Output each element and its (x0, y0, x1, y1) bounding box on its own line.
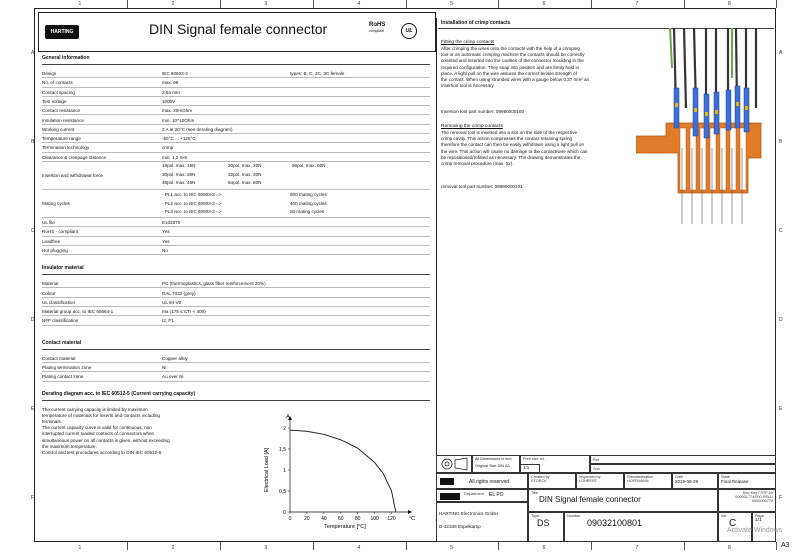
section-heading: General information (42, 55, 430, 65)
row-value: IIIa (175 ≤ CTI < 400) (162, 309, 206, 315)
ruler-col-label: 1 (78, 1, 82, 7)
row-value: IEC 60603-2 (162, 71, 188, 76)
fitting-text-line: the contact. When using stranded wires with a gauge below 0.37 mm² an (441, 77, 590, 83)
title-block (436, 455, 776, 542)
tb-scale (520, 464, 540, 473)
table-row (42, 69, 430, 78)
tb-rights (436, 473, 528, 489)
ruler-tick (684, 542, 685, 550)
ruler-row-label: C (779, 227, 783, 234)
row-label: Termination technology (42, 145, 90, 151)
tb-dims-text: All Dimensions in mm (475, 457, 512, 461)
ruler-tick (591, 0, 592, 8)
ruler-col-label: 3 (264, 545, 268, 551)
tb-sub-label: Sub (593, 467, 600, 471)
row-value: RAL 7032 (grey) (162, 290, 196, 296)
tb-state (718, 473, 776, 489)
ruler-row-label: E (779, 405, 783, 412)
ruler-col-label: 8 (728, 1, 731, 7)
tb-date-value: 2019-08-29 (675, 479, 699, 484)
ruler-col-label: 5 (450, 545, 453, 551)
tb-docno (718, 489, 776, 512)
ruler-tick (776, 542, 777, 550)
mating-level: - PL1 acc. to IEC 60603-2 => (162, 192, 222, 197)
tb-created-label: Created by (531, 475, 550, 479)
fitting-text-line: insertion tool is necessary. (441, 83, 495, 89)
x-tick-label: 100 (370, 516, 379, 522)
tb-inspected-label: Inspected by (579, 475, 601, 479)
tb-docno-value2: 0000006774 (751, 499, 773, 503)
ruler-col-label: 4 (357, 1, 361, 7)
ruler-col-label: 6 (542, 1, 546, 7)
derating-text-line: Control and test procedures according to DIN IEC 60512-5 (42, 450, 162, 456)
ruler-tick (406, 0, 407, 8)
fitting-text-line: oriented and inserted into the cavities of the connector moulding in the (441, 58, 584, 64)
mating-level: - PL3 acc. to IEC 60603-2 => (162, 209, 222, 214)
tb-ver-label: Ver (721, 514, 727, 518)
row-divider (42, 325, 430, 326)
row-label: Colour (42, 290, 56, 296)
table-row (42, 298, 430, 307)
tb-company-address: D-32339 Espelkamp (439, 524, 481, 529)
ruler-col-label: 5 (450, 1, 453, 7)
crimp-illustration (636, 28, 776, 228)
table-row (42, 246, 430, 255)
tb-number-label: Number (567, 514, 581, 518)
derating-text-line: terminals. (42, 419, 62, 424)
tb-orig-size: Original Size DIN A3 (475, 464, 510, 468)
tb-created (528, 473, 576, 489)
row-label: Hot plugging (42, 247, 68, 253)
tb-inspected (576, 473, 624, 489)
insertion-force-row (42, 162, 430, 190)
ruler-tick (313, 542, 314, 550)
tb-number (564, 512, 718, 542)
tb-rights-text: All rights reserved (469, 479, 510, 485)
y-tick-label: 0 (283, 509, 286, 516)
projection-symbol-icon (437, 456, 471, 472)
mating-count: 400 mating cycles (290, 200, 327, 206)
tb-title (528, 489, 718, 512)
removing-text-line: crimp cavity. This action compresses the contact retaining spring (441, 136, 573, 142)
tb-type (528, 512, 564, 542)
derating-text (42, 407, 170, 457)
force-value: 48pol. max. 45N (162, 180, 196, 185)
tb-date (672, 473, 718, 489)
ul-label: UL (405, 28, 413, 34)
section-heading: Contact material (42, 340, 430, 350)
ruler-tick (220, 0, 221, 8)
row-value: Ni (162, 365, 167, 370)
row-label: No. of contacts (42, 80, 73, 86)
removal-tool-text: removal tool part number: 09990000101 (441, 184, 523, 189)
tb-docno-value: 000001774/000-RELU (735, 495, 773, 499)
page-title: DIN Signal female connector (149, 21, 328, 37)
tb-std-value: HOFFMANN (627, 479, 649, 483)
table-row (42, 143, 430, 152)
row-label: Mating cycles (42, 201, 70, 206)
row-value: crimp (162, 145, 174, 151)
table-row (42, 153, 430, 162)
tb-state-value: Final Release (721, 479, 749, 484)
tb-logo-mini (440, 478, 454, 485)
x-tick-label: 80 (354, 516, 361, 522)
derating-text-line: simultaneous power on all contacts is given, without exceeding (42, 437, 170, 443)
ruler-tick (776, 0, 777, 8)
fitting-heading: Fitting the crimp contacts (441, 40, 495, 45)
y-tick-label: 1,5 (279, 446, 286, 453)
fitting-text-line: required configuration. They snap into position and are firmly held in (441, 64, 580, 70)
table-row (42, 97, 430, 106)
ruler-tick (406, 542, 407, 550)
row-value: UL 94-V0 (162, 299, 182, 305)
row-label: Working current (42, 126, 75, 132)
tb-ver-value: C (729, 518, 737, 529)
tb-date-label: Date (675, 475, 684, 479)
ruler-row-label: F (779, 494, 783, 501)
tb-title-value: DIN Signal female connector (539, 495, 641, 504)
x-axis-arrow (408, 510, 412, 514)
row-label: UL classification (42, 299, 76, 305)
tb-type-value: DS (537, 518, 550, 528)
ruler-tick (498, 542, 499, 550)
row-value: No (162, 247, 168, 253)
tb-inspected-value: LOHRERT (579, 479, 598, 483)
row-value: Copper alloy (162, 355, 188, 361)
mating-cycles-row (42, 190, 430, 218)
derating-curve (290, 430, 396, 512)
ruler-col-label: 4 (357, 545, 361, 551)
row-value: 2 A at 20°C (see derating diagram) (162, 126, 233, 132)
ruler-tick (127, 542, 128, 550)
row-value: Yes (162, 238, 170, 244)
row-label: RoHS - compliant (42, 229, 78, 235)
tb-state-label: State (721, 475, 730, 479)
tb-std (624, 473, 672, 489)
rohs-mark (369, 22, 385, 34)
table-row (42, 316, 430, 325)
force-value: 32pol. max. 30N (228, 171, 262, 177)
ruler-row-label: A (779, 49, 783, 56)
y-tick-label: 1 (283, 467, 286, 474)
row-value: 1000V (162, 98, 176, 104)
row-divider (42, 254, 430, 255)
ruler-tick (127, 0, 128, 8)
tb-page-label: Page (755, 514, 764, 518)
mating-count: 500 mating cycles (290, 192, 327, 197)
rohs-sub: compliant (369, 29, 384, 33)
tb-created-value: STORCK (531, 479, 547, 483)
ruler-col-label: 6 (542, 545, 546, 551)
row-label: UL file (42, 220, 55, 225)
derating-text-line: The current capacity curve is valid for continuous, non (42, 425, 152, 431)
ruler-col-label: 7 (635, 545, 639, 551)
x-tick-label: 60 (337, 516, 344, 522)
sheet-size-label: A3 (781, 542, 790, 549)
x-tick-label: 120 (387, 516, 396, 522)
crimp-heading: Installation of crimp contacts (441, 20, 511, 26)
tb-ref (590, 455, 776, 464)
derating-text-line: The current carrying capacity is limited by maximum (42, 406, 148, 412)
section-heading: Insulator material (42, 265, 430, 275)
row-value: E102079 (162, 220, 181, 225)
row-value: Yes (162, 229, 170, 235)
ruler-col-label: 2 (171, 1, 175, 7)
tb-symbols (436, 455, 472, 473)
tb-type-label: Type (531, 514, 540, 518)
row-label: Material (42, 281, 59, 287)
table-row (42, 78, 430, 87)
ruler-row-label: B (779, 138, 783, 145)
removing-text-line: crimp removal procedure (max. 5x). (441, 161, 514, 167)
ruler-tick (313, 0, 314, 8)
tb-sub (590, 464, 776, 473)
rohs-label: RoHS (369, 22, 386, 28)
ruler-tick (220, 542, 221, 550)
table-row (42, 372, 430, 381)
mating-level: - PL2 acc. to IEC 60603-2 => (162, 200, 222, 206)
table-row (42, 279, 430, 288)
windows-watermark: Activate Windows (727, 527, 783, 534)
mating-count: 50 mating cycles (290, 209, 325, 214)
force-value: 20pol. max. 20N (228, 163, 262, 168)
ruler-col-label: 3 (264, 1, 268, 7)
fitting-text-line: tool or an automatic crimping machine the contacts should be correctly (441, 52, 585, 58)
table-row (42, 227, 430, 236)
force-value: 16pol. max. 15N (162, 163, 196, 168)
ruler-row-label: F (31, 494, 35, 501)
y-tick-label: 2 (283, 425, 286, 432)
removing-text-line: The removal tool is inserted into a slot on the side of the respective (441, 130, 578, 135)
tb-page-value: 1/1 (755, 518, 762, 523)
ruler-col-label: 1 (78, 545, 82, 551)
y-axis-label: Electrical Load [A] (264, 447, 270, 493)
header-block (38, 12, 436, 52)
tb-company-name: HARTING Electronics GmbH (439, 511, 498, 516)
ruler-row-label: D (31, 316, 35, 323)
x-axis-label: Temperature [°C] (324, 524, 366, 530)
table-row (42, 116, 430, 125)
ruler-row-label: C (31, 227, 35, 234)
removing-text-line: therefore the contact can then be easily withdrawn using a light pull on (441, 142, 585, 148)
row-label: Material group acc. to IEC 60664-1 (42, 309, 114, 315)
tb-ref-label: Ref (593, 458, 599, 462)
y-axis-unit: A (286, 414, 290, 420)
removing-text-line: be repositioned/refitted as necessary. The drawing demonstrates the (441, 154, 581, 160)
x-axis-unit: °C (408, 516, 416, 522)
y-tick-label: 0,5 (279, 488, 286, 495)
harting-logo (45, 25, 79, 39)
ruler-tick (591, 542, 592, 550)
tb-dims (472, 455, 520, 473)
x-tick-label: 0 (288, 516, 292, 522)
derating-text-line: temperature of materials for inserts and contacts including (42, 412, 160, 418)
ruler-tick (498, 0, 499, 8)
row-value: PC (thermoplastics, glass fiber reinforcement 20%) (162, 281, 266, 287)
row-value: -55°C ... +125°C (162, 136, 196, 142)
table-row (42, 307, 430, 316)
tb-scale-value: 1:1 (523, 465, 530, 470)
derating-text-line: the maximum temperature. (42, 443, 97, 449)
row-value: min. 1,2 mm (162, 154, 188, 160)
row-value: max. 20mOhm (162, 108, 193, 114)
table-row (42, 88, 430, 97)
ul-mark (401, 23, 417, 39)
tb-department (436, 489, 528, 502)
ruler-row-label: D (779, 316, 783, 323)
tb-dept-value: EL PO (489, 492, 504, 498)
ruler-row-label: E (31, 405, 35, 412)
row-label: Temperature range (42, 136, 81, 142)
removing-heading: Removing the crimp contacts (441, 124, 503, 129)
row-label: Leadfree (42, 238, 61, 244)
row-extra: types: B, C, 2C, 3C female (290, 71, 345, 76)
row-divider (42, 381, 430, 382)
x-tick-label: 40 (321, 516, 327, 522)
ruler-row-label: B (31, 138, 35, 145)
table-row (42, 106, 430, 115)
row-value: Au over Ni (162, 374, 184, 380)
tb-free-label: Free size tol. (523, 457, 545, 461)
table-row (42, 218, 430, 227)
ruler-col-label: 8 (728, 545, 731, 551)
derating-chart (258, 412, 418, 532)
tb-std-label: Standardisation (627, 475, 654, 479)
derating-text-line: interrupted current loaded contacts of connectors when (42, 431, 155, 437)
table-row (42, 363, 430, 372)
ruler-col-label: 2 (171, 545, 175, 551)
table-row (42, 354, 430, 363)
tb-company (436, 502, 528, 542)
row-value: min. 10^10Ohm (162, 117, 195, 123)
force-value: 30pol. max. 30N (162, 171, 196, 177)
row-value: 2,54 mm (162, 89, 180, 95)
row-label: Clearance & creepage distance (42, 154, 107, 160)
tb-docno-label: Doc-Key / STP-Nr (742, 491, 773, 495)
table-row (42, 289, 430, 298)
removing-text-line: the wire. This action will cause no damage to the contact/wire which can (441, 148, 588, 154)
row-label: Plating termination zone (42, 365, 92, 370)
logo-text: HARTING (50, 29, 74, 35)
x-tick-label: 20 (304, 516, 310, 522)
tb-logo-mini2 (440, 493, 460, 500)
row-label: Test voltage (42, 98, 67, 104)
tb-number-value: 09032100801 (587, 518, 643, 528)
table-row (42, 125, 430, 134)
row-label: Plating contact zone (42, 374, 84, 380)
force-value: 64pol. max. 60N (228, 180, 262, 185)
fitting-text-line: After crimping the wires onto the contacts with the help of a crimping (441, 46, 580, 51)
table-row (42, 237, 430, 246)
row-label: Design (42, 71, 57, 76)
ruler-col-label: 7 (635, 1, 639, 7)
ruler-row-label: A (31, 49, 35, 56)
removing-text (441, 130, 587, 167)
fitting-text-line: place. A light pull on the wire assures the correct tensile strength of (441, 70, 577, 76)
ruler-tick (684, 0, 685, 8)
fitting-text (441, 46, 589, 89)
row-label: Contact resistance (42, 108, 81, 114)
tb-title-label: Title (531, 491, 539, 495)
table-row (42, 134, 430, 143)
tb-dept-label: Department (464, 492, 484, 496)
row-label: NFF classification (42, 318, 79, 324)
section-heading: Derating diagram acc. to IEC 60512-5 (Current carrying capacity) (42, 391, 430, 401)
row-value: I2, F1 (162, 318, 174, 324)
row-label: Contact spacing (42, 89, 75, 95)
insertion-tool-text: Insertion tool part number: 09990000100 (441, 109, 525, 114)
row-label: Insertion and withdrawal force (42, 173, 104, 178)
row-value: max. 96 (162, 80, 179, 86)
row-label: Contact material (42, 355, 76, 361)
force-value: 96pol. max. 90N (292, 163, 326, 168)
row-label: Insulation resistance (42, 117, 84, 123)
